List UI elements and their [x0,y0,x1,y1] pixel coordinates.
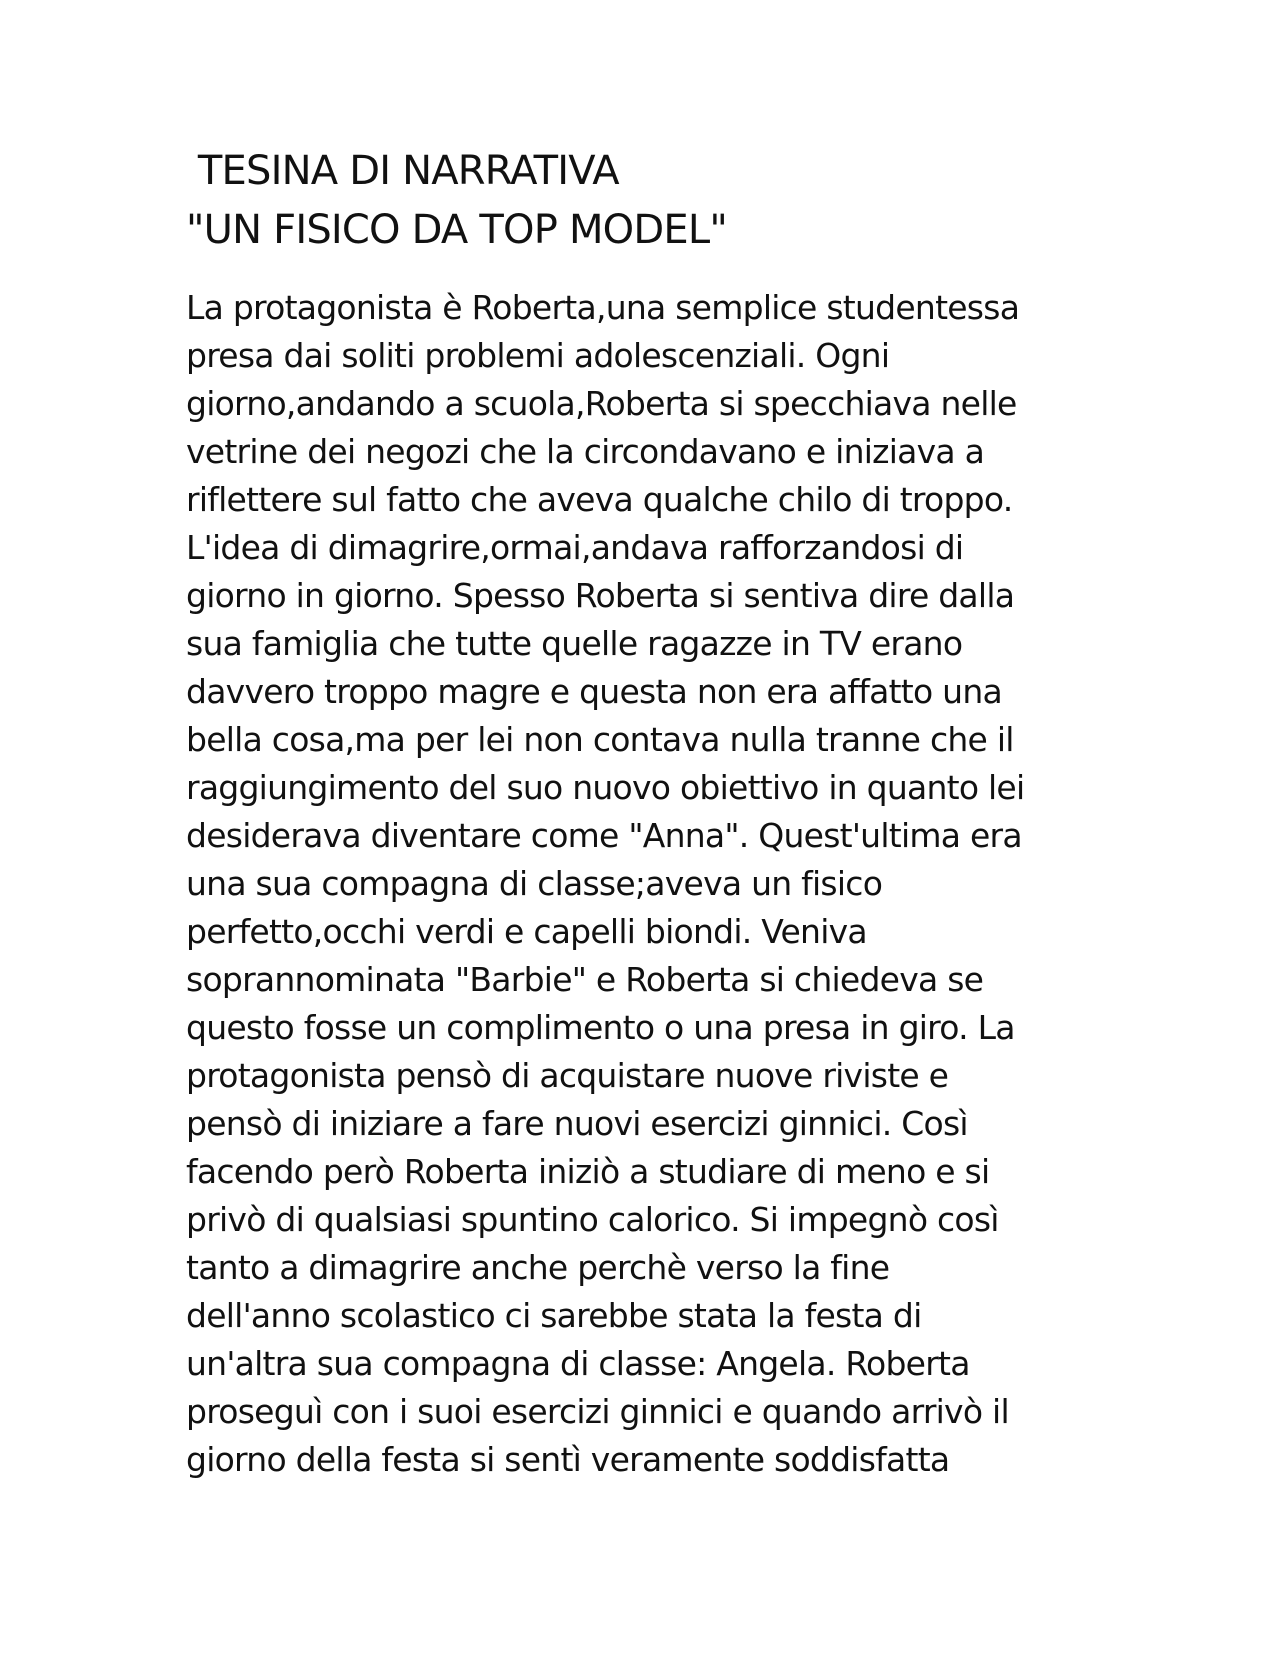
body-line: pensò di iniziare a fare nuovi esercizi ginnici. Così [186,1104,968,1143]
body-line: giorno della festa si sentì veramente soddisfatta [186,1440,950,1479]
body-line: perfetto,occhi verdi e capelli biondi. Veniva [186,912,867,951]
body-line: proseguì con i suoi esercizi ginnici e quando arrivò il [186,1392,1009,1431]
body-line: soprannominata "Barbie" e Roberta si chiedeva se [186,960,984,999]
body-line: una sua compagna di classe;aveva un fisico [186,864,883,903]
body-line: riflettere sul fatto che aveva qualche chilo di troppo. [186,480,1013,519]
document-title [186,142,1146,260]
body-line: La protagonista è Roberta,una semplice studentessa [186,288,1020,327]
body-line: giorno,andando a scuola,Roberta si specchiava nelle [186,384,1017,423]
title-line-1: TESINA DI NARRATIVA [186,148,619,194]
body-line: un'altra sua compagna di classe: Angela. Roberta [186,1344,970,1383]
body-line: protagonista pensò di acquistare nuove riviste e [186,1056,949,1095]
body-line: sua famiglia che tutte quelle ragazze in TV erano [186,624,963,663]
body-paragraph [186,284,1146,1484]
body-line: privò di qualsiasi spuntino calorico. Si impegnò così [186,1200,999,1239]
body-line: giorno in giorno. Spesso Roberta si sentiva dire dalla [186,576,1015,615]
body-line: vetrine dei negozi che la circondavano e iniziava a [186,432,985,471]
body-line: presa dai soliti problemi adolescenziali. Ogni [186,336,890,375]
body-line: tanto a dimagrire anche perchè verso la fine [186,1248,890,1287]
body-line: davvero troppo magre e questa non era affatto una [186,672,1002,711]
body-line: raggiungimento del suo nuovo obiettivo in quanto lei [186,768,1025,807]
body-line: dell'anno scolastico ci sarebbe stata la festa di [186,1296,922,1335]
body-line: desiderava diventare come "Anna". Quest'ultima era [186,816,1022,855]
body-line: questo fosse un complimento o una presa in giro. La [186,1008,1015,1047]
body-line: bella cosa,ma per lei non contava nulla tranne che il [186,720,1014,759]
body-line: L'idea di dimagrire,ormai,andava rafforzandosi di [186,528,964,567]
title-line-2: "UN FISICO DA TOP MODEL" [186,207,727,253]
body-line: facendo però Roberta iniziò a studiare di meno e si [186,1152,990,1191]
